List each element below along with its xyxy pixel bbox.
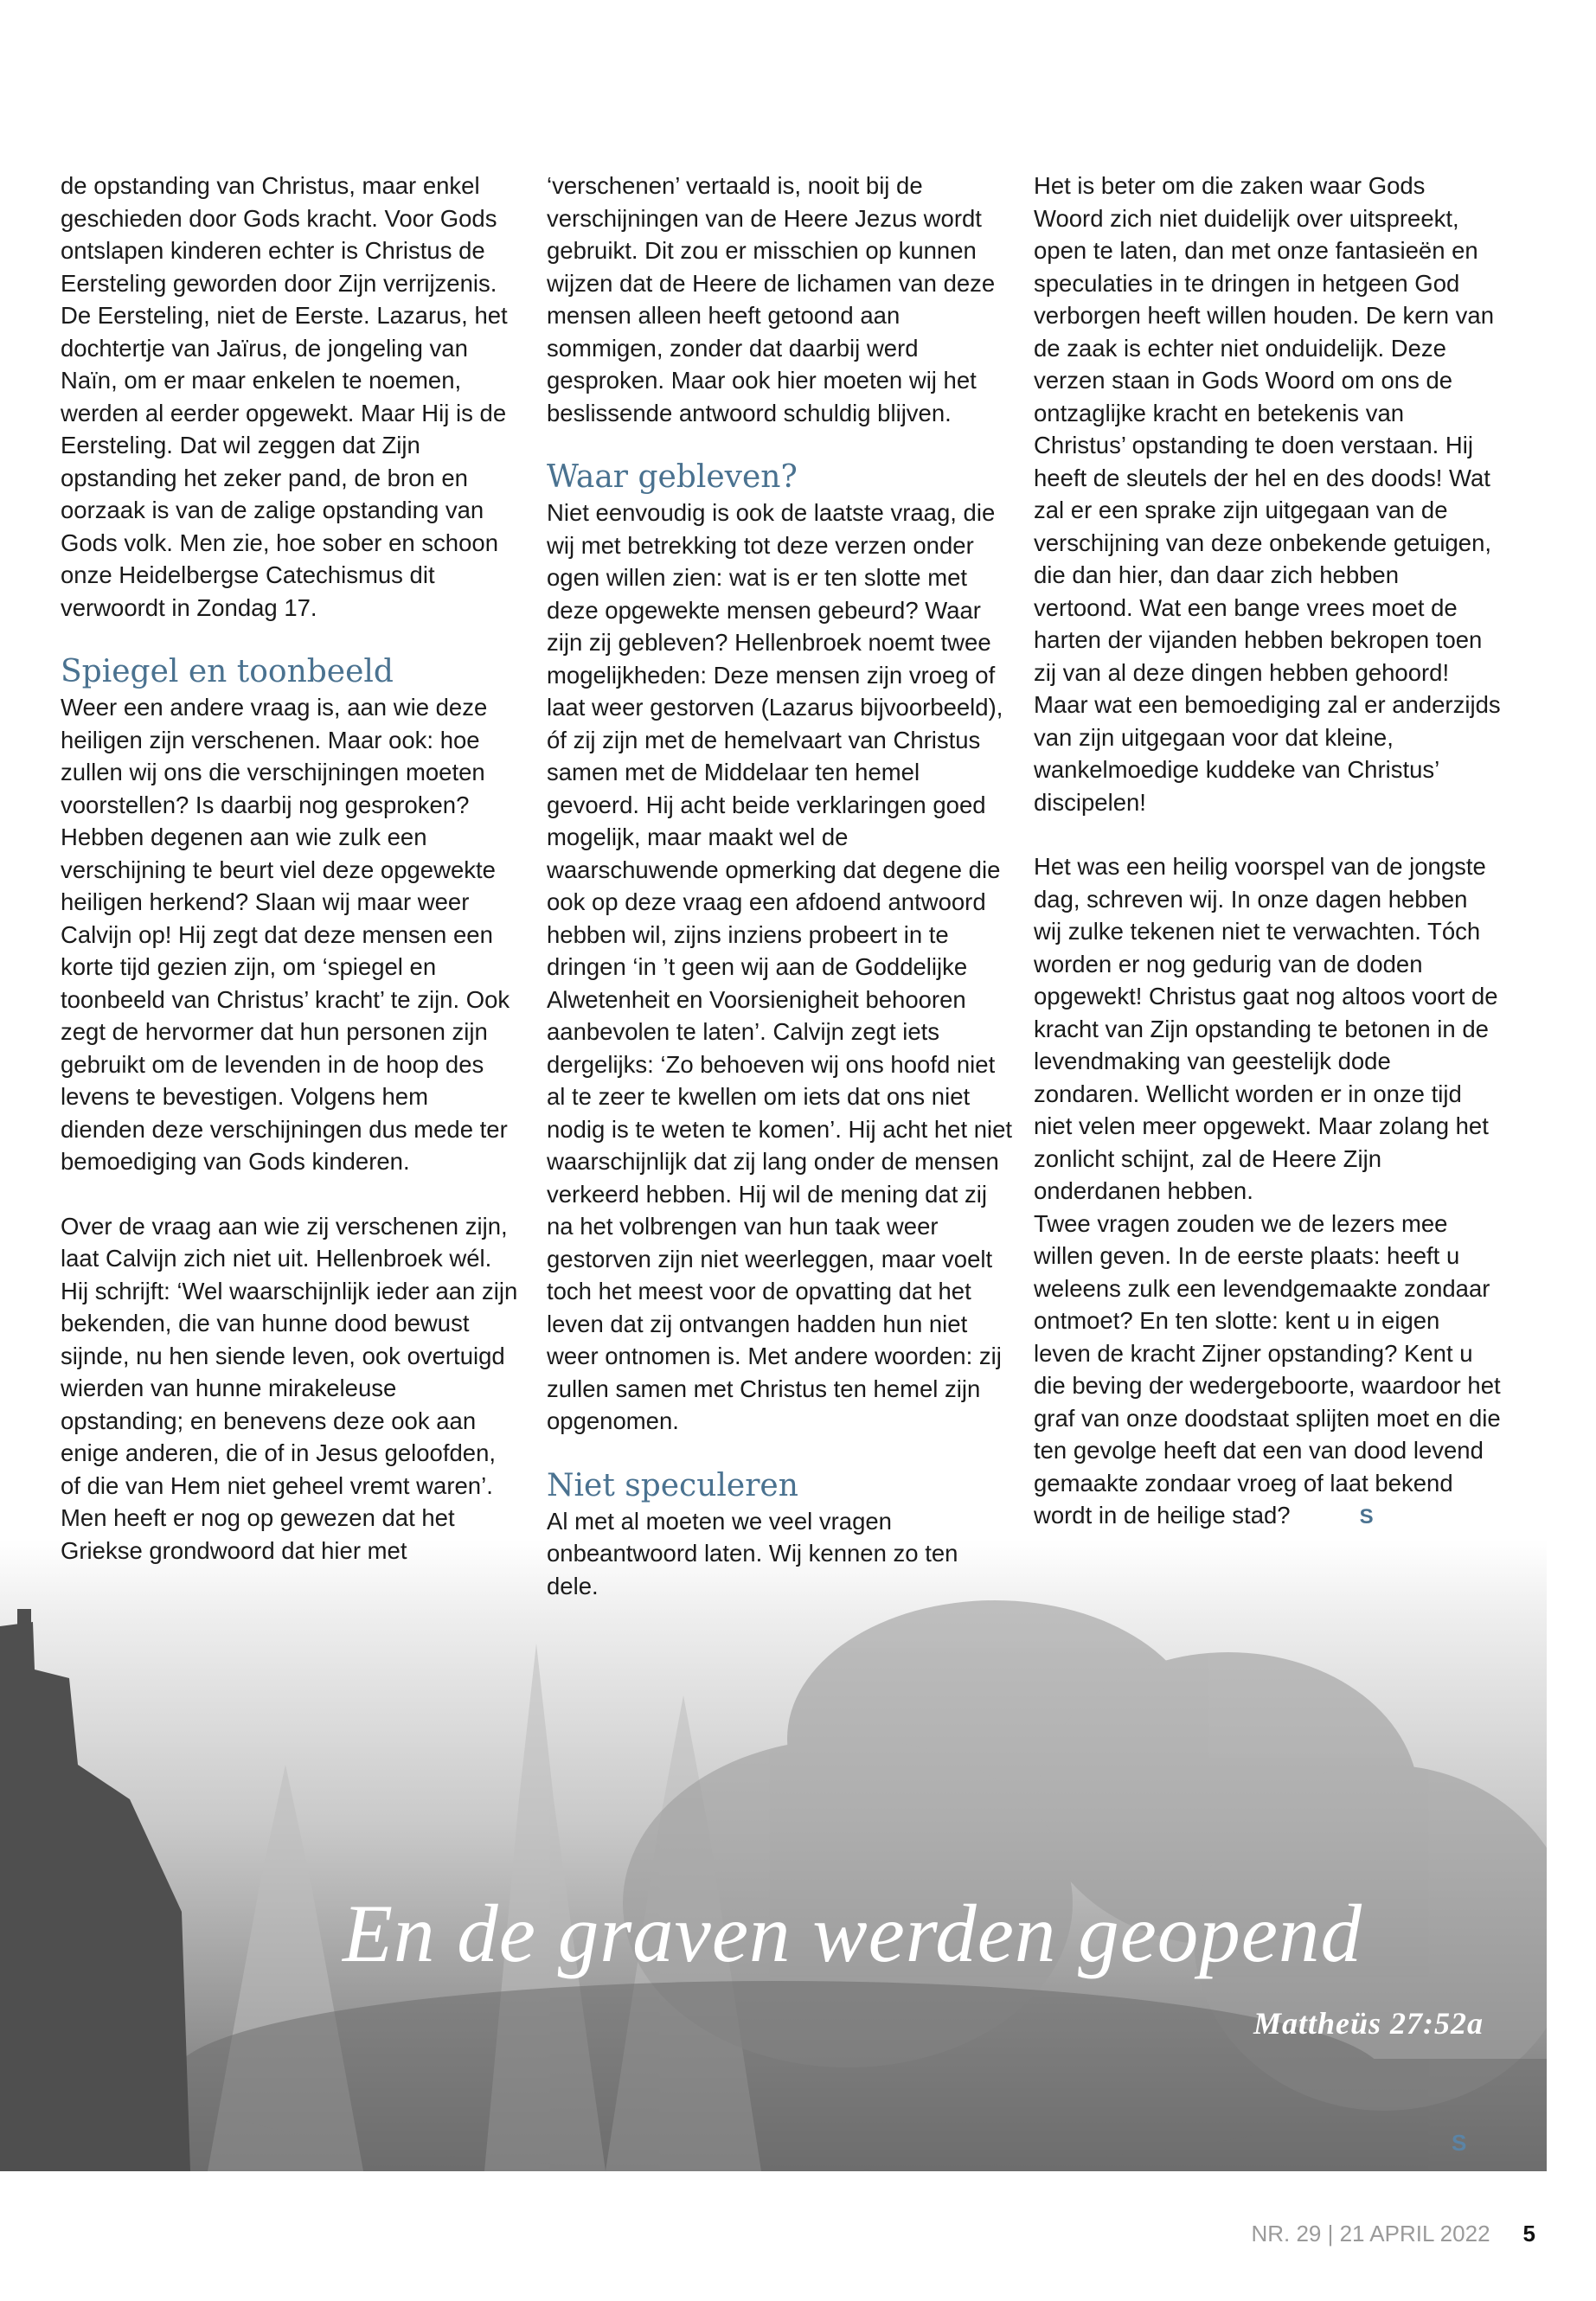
end-mark-icon: S — [1359, 1505, 1374, 1529]
text-column-middle — [547, 170, 1014, 1602]
page-footer — [1251, 2221, 1535, 2247]
section-heading: Waar gebleven? — [547, 459, 798, 495]
paragraph: Het was een heilig voorspel van de jongste dag, schreven wij. In onze dagen hebben wij zulke tekenen niet te verwachten. Tóch worden er nog gedurig van de doden opgewekt! Christus gaat nog altoos voort de kracht van Zijn opstanding te betonen in de levendmaking van geestelijk dode zondaren. Wellicht worden er in onze tijd niet velen meer opgewekt. Maar zolang het zonlicht schijnt, zal de Heere Zijn onderdanen hebben. — [1034, 853, 1498, 1204]
paragraph: Niet eenvoudig is ook de laatste vraag, die wij met betrekking tot deze verzen onder ogen willen zien: wat is er ten slotte met deze opgewekte mensen gebeurd? Waar zijn zij gebleven? Hellenbroek noemt twee mogelijkheden: Deze mensen zijn vroeg of laat weer gestorven (Lazarus bijvoorbeeld), óf zij zijn met de hemelvaart van Christus samen met de Middelaar ten hemel gevoerd. Hij acht beide verklaringen goed mogelijk, maar maakt wel de waarschuwende opmerking dat degene die ook op deze vraag een afdoend antwoord hebben wil, zijns inziens probeert in te dringen ‘in ’t geen wij aan de Goddelijke Alwetenheit en Voorsienigheit behooren aanbevolen te laten’. Calvijn zegt iets dergelijks: ‘Zo behoeven wij ons hoofd niet al te zeer te kwellen om iets dat ons niet nodig is te weten te komen’. Hij acht het niet waarschijnlijk dat zij lang onder de mensen verkeerd hebben. Hij wil de mening dat zij na het volbrengen van hun taak weer gestorven zijn niet weerleggen, maar voelt toch het meest voor de opvatting dat het leven dat zij ontvangen hadden hun niet weer ontnomen is. Met andere woorden: zij zullen samen met Christus ten hemel zijn opgenomen. — [547, 499, 1013, 1434]
paragraph: Over de vraag aan wie zij verschenen zijn, laat Calvijn zich niet uit. Hellenbroek wél. Hij schrijft: ‘Wel waarschijnlijk ieder aan zijn bekenden, die van hunne dood bewust sijnde, nu hen siende leven, ook overtuigd wierden van hunne mirakeleuse opstanding; en benevens deze ook aan enige anderen, die of in Jesus geloofden, of die van Hem niet geheel vremt waren’. Men heeft er nog op gewezen dat het Griekse grondwoord dat hier met — [61, 1212, 518, 1564]
feature-headline: En de graven werden geopend — [343, 1888, 1362, 1979]
section-heading: Spiegel en toonbeeld — [61, 654, 394, 689]
text-column-left — [61, 170, 519, 1567]
background-photo — [0, 1540, 1547, 2171]
photo-end-mark-icon: S — [1452, 2130, 1467, 2156]
paragraph-text: Twee vragen zouden we de lezers mee willen geven. In de eerste plaats: heeft u weleens zulk een levendgemaakte zondaar ontmoet? En ten slotte: kent u in eigen leven de kracht Zijner opstanding? Kent u die beving der wedergeboorte, waardoor het graf van onze doodstaat splijten moet en die ten gevolge heeft dat een van dood levend gemaakte zondaar vroeg of laat bekend wordt in de heilige stad? — [1034, 1209, 1501, 1529]
text-column-right — [1034, 170, 1501, 1534]
misty-trees-illustration — [0, 1540, 1547, 2171]
paragraph: ‘verschenen’ vertaald is, nooit bij de verschijningen van de Heere Jezus wordt gebruikt. Dit zou er misschien op kunnen wijzen dat de Heere de lichamen van deze mensen alleen heeft getoond aan sommigen, zonder dat daarbij werd gesproken. Maar ook hier moeten wij het beslissende antwoord schuldig blijven. — [547, 172, 996, 426]
issue-info: NR. 29 | 21 APRIL 2022 — [1251, 2221, 1490, 2247]
section-heading: Niet speculeren — [547, 1467, 798, 1503]
paragraph: Al met al moeten we veel vragen onbeantwoord laten. Wij kennen zo ten dele. — [547, 1507, 958, 1599]
paragraph: de opstanding van Christus, maar enkel geschieden door Gods kracht. Voor Gods ontslapen kinderen echter is Christus de Eersteling geworden door Zijn verrijzenis. De Eersteling, niet de Eerste. Lazarus, het dochtertje van Jaïrus, de jongeling van Naïn, om er maar enkelen te noemen, werden al eerder opgewekt. Maar Hij is de Eersteling. Dat wil zeggen dat Zijn opstanding het zeker pand, de bron en oorzaak is van de zalige opstanding van Gods volk. Men zie, hoe sober en schoon onze Heidelbergse Catechismus dit verwoordt in Zondag 17. — [61, 172, 508, 621]
paragraph — [1034, 1208, 1501, 1534]
page-number: 5 — [1522, 2221, 1535, 2247]
paragraph: Het is beter om die zaken waar Gods Woord zich niet duidelijk over uitspreekt, open te laten, dan met onze fantasieën en speculaties in te dringen in hetgeen God verborgen heeft willen houden. De kern van de zaak is echter niet onduidelijk. Deze verzen staan in Gods Woord om ons de ontzaglijke kracht en betekenis van Christus’ opstanding te doen verstaan. Hij heeft de sleutels der hel en des doods! Wat zal er een sprake zijn uitgegaan van de verschijning van deze onbekende getuigen, die dan hier, dan daar zich hebben vertoond. Wat een bange vrees moet de harten der vijanden hebben bekropen toen zij van al deze dingen hebben gehoord! Maar wat een bemoediging zal er anderzijds van zijn uitgegaan voor dat kleine, wankelmoedige kuddeke van Christus’ discipelen! — [1034, 172, 1501, 816]
paragraph: Weer een andere vraag is, aan wie deze heiligen zijn verschenen. Maar ook: hoe zullen wij ons die verschijningen moeten voorstellen? Is daarbij nog gesproken? Hebben degenen aan wie zulk een verschijning te beurt viel deze opgewekte heiligen herkend? Slaan wij maar weer Calvijn op! Hij zegt dat deze mensen een korte tijd gezien zijn, om ‘spiegel en toonbeeld van Christus’ kracht’ te zijn. Ook zegt de hervormer dat hun personen zijn gebruikt om de levenden in de hoop des levens te bevestigen. Volgens hem dienden deze verschijningen dus mede ter bemoediging van Gods kinderen. — [61, 694, 510, 1175]
bible-reference: Mattheüs 27:52a — [1253, 2006, 1484, 2041]
